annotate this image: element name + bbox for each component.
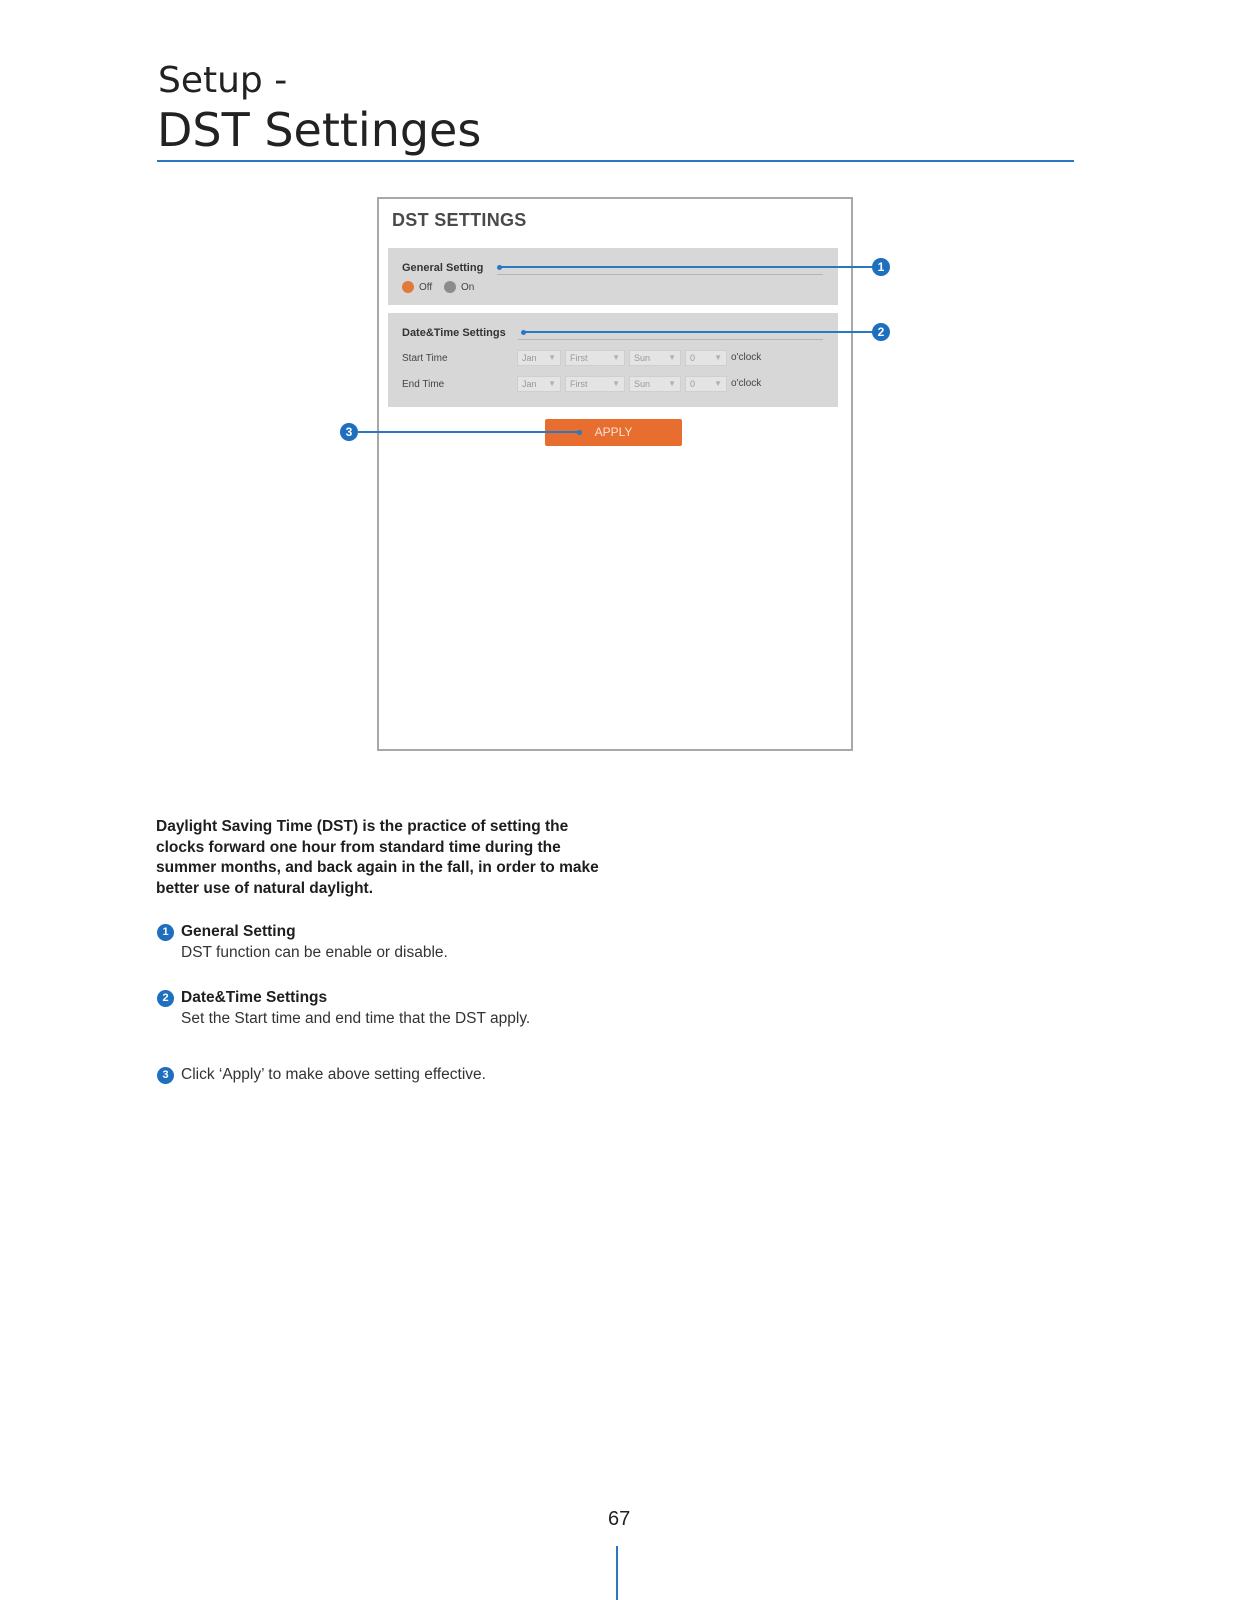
section-label: Setup - xyxy=(158,60,288,101)
end-month-value: Jan xyxy=(522,379,537,389)
start-week-select[interactable] xyxy=(565,350,625,366)
datetime-settings-label: Date&Time Settings xyxy=(402,327,506,339)
start-hour-select[interactable] xyxy=(685,350,727,366)
chevron-down-icon: ▼ xyxy=(548,353,556,362)
page-marker-line xyxy=(616,1546,618,1600)
end-hour-select[interactable] xyxy=(685,376,727,392)
general-setting-rule xyxy=(497,274,823,275)
callout-3-line xyxy=(357,431,579,433)
intro-paragraph: Daylight Saving Time (DST) is the practice of setting the clocks forward one hour from standard time during the summer months, and back again in the fall, in order to make better use of natural daylight. xyxy=(156,818,599,897)
chevron-down-icon: ▼ xyxy=(714,353,722,362)
apply-button[interactable]: APPLY xyxy=(545,419,682,446)
start-week-value: First xyxy=(570,353,588,363)
radio-off-indicator-icon xyxy=(402,281,414,293)
page-number: 67 xyxy=(608,1508,631,1530)
end-month-select[interactable] xyxy=(517,376,561,392)
callout-1-badge: 1 xyxy=(872,258,890,276)
start-oclock-label: o'clock xyxy=(731,352,762,363)
start-day-select[interactable] xyxy=(629,350,681,366)
callout-3-badge: 3 xyxy=(340,423,358,441)
chevron-down-icon: ▼ xyxy=(612,379,620,388)
item-1-description: DST function can be enable or disable. xyxy=(181,944,448,961)
radio-on-indicator-icon xyxy=(444,281,456,293)
general-setting-panel xyxy=(388,248,838,305)
chevron-down-icon: ▼ xyxy=(668,379,676,388)
item-3-badge: 3 xyxy=(157,1067,174,1084)
end-oclock-label: o'clock xyxy=(731,378,762,389)
item-2-title: Date&Time Settings xyxy=(181,989,328,1006)
end-time-label: End Time xyxy=(402,379,445,390)
radio-off[interactable] xyxy=(402,281,432,293)
callout-3-anchor xyxy=(577,430,582,435)
header-divider xyxy=(157,160,1074,162)
end-week-value: First xyxy=(570,379,588,389)
datetime-settings-rule xyxy=(518,339,823,340)
start-month-value: Jan xyxy=(522,353,537,363)
callout-1-line xyxy=(500,266,873,268)
chevron-down-icon: ▼ xyxy=(548,379,556,388)
item-3-description: Click ‘Apply’ to make above setting effective. xyxy=(181,1066,486,1083)
chevron-down-icon: ▼ xyxy=(668,353,676,362)
radio-off-label: Off xyxy=(419,281,433,293)
end-week-select[interactable] xyxy=(565,376,625,392)
radio-on[interactable] xyxy=(444,281,474,293)
item-2-description: Set the Start time and end time that the DST apply. xyxy=(181,1010,531,1027)
chevron-down-icon: ▼ xyxy=(612,353,620,362)
page-title: DST Settinges xyxy=(157,103,482,157)
end-day-select[interactable] xyxy=(629,376,681,392)
start-month-select[interactable] xyxy=(517,350,561,366)
end-hour-value: 0 xyxy=(690,379,696,389)
radio-on-label: On xyxy=(461,281,475,293)
start-day-value: Sun xyxy=(634,353,651,363)
item-1-title: General Setting xyxy=(181,923,296,940)
item-1-badge: 1 xyxy=(157,924,174,941)
start-time-label: Start Time xyxy=(402,353,448,364)
end-day-value: Sun xyxy=(634,379,651,389)
chevron-down-icon: ▼ xyxy=(714,379,722,388)
general-setting-label: General Setting xyxy=(402,262,484,274)
dst-settings-title: DST SETTINGS xyxy=(392,210,527,230)
start-hour-value: 0 xyxy=(690,353,696,363)
callout-2-badge: 2 xyxy=(872,323,890,341)
callout-2-line xyxy=(524,331,873,333)
item-2-badge: 2 xyxy=(157,990,174,1007)
